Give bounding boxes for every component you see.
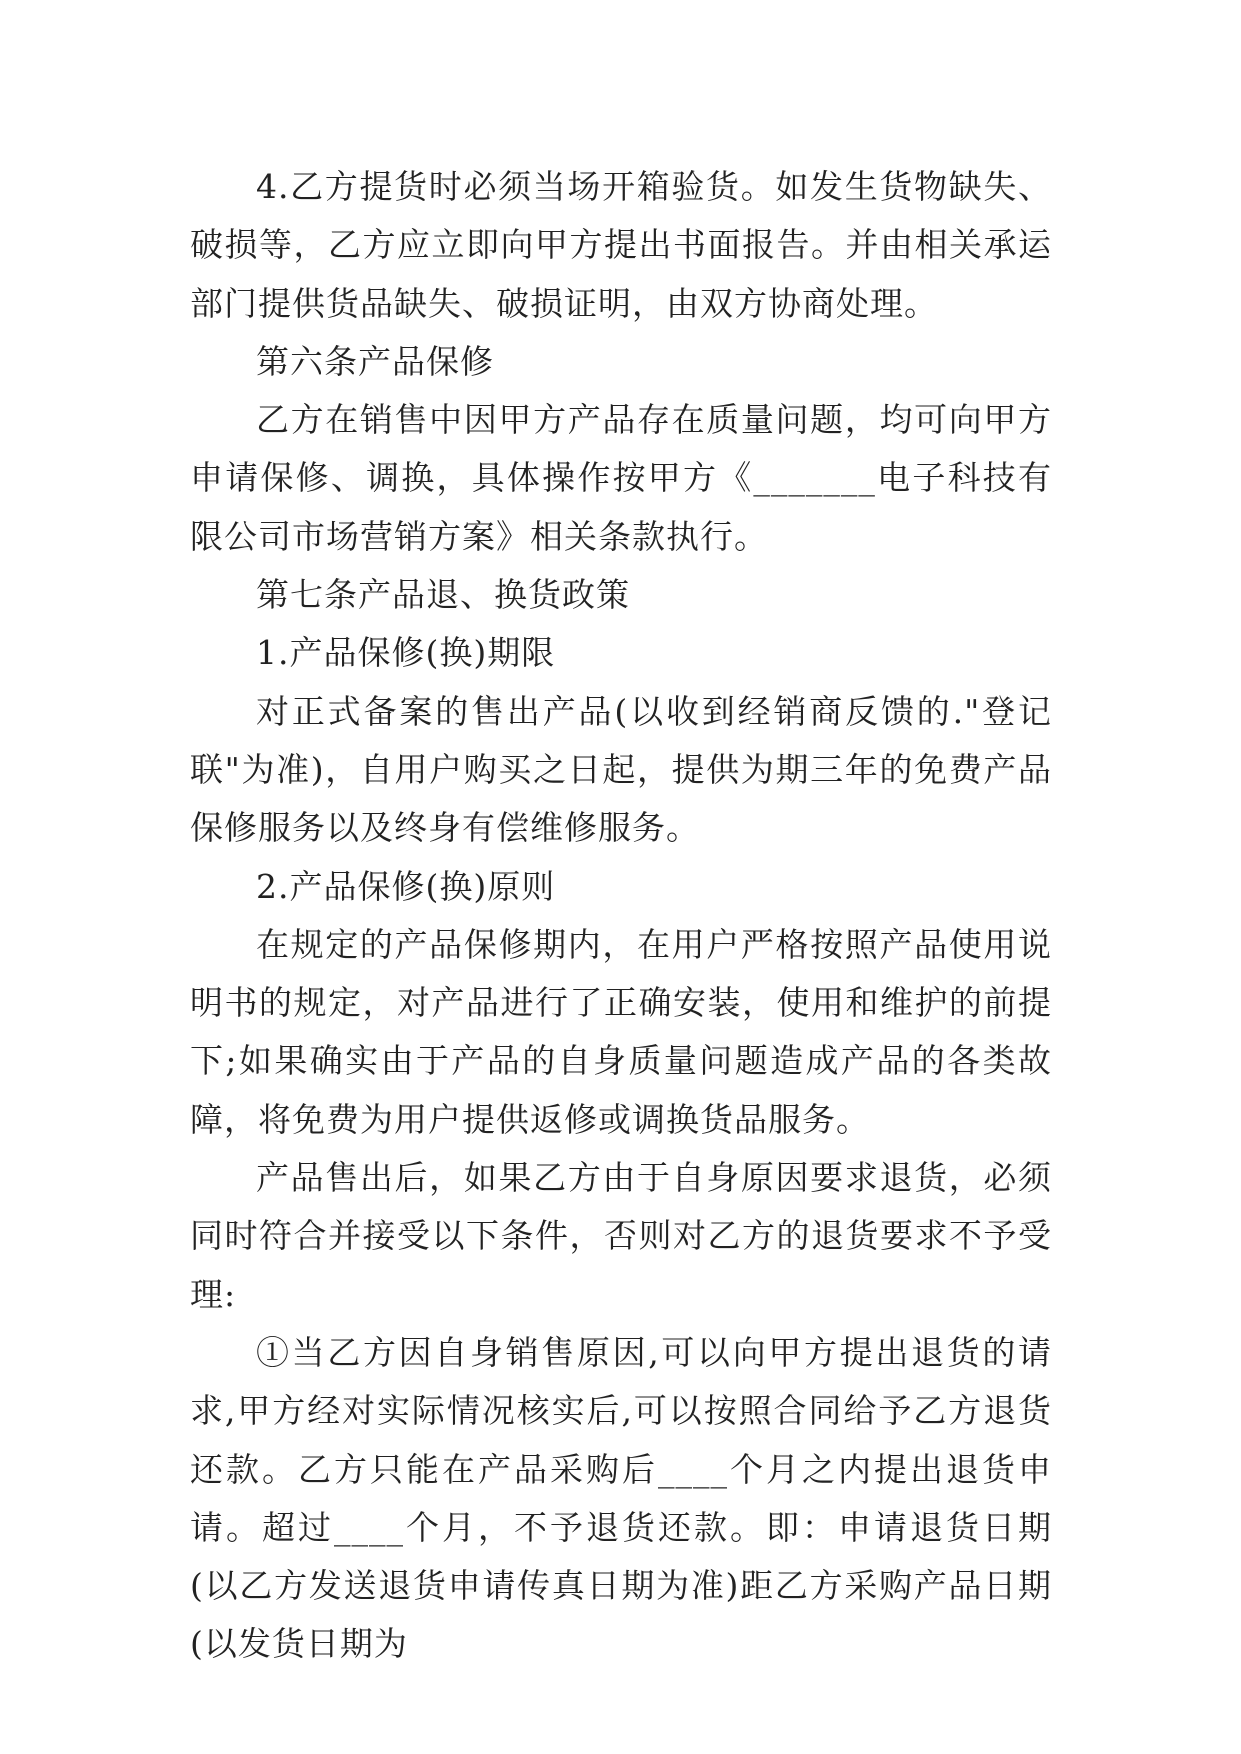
heading-warranty-period: 1.产品保修(换)期限 [256, 633, 556, 673]
heading-warranty-principle: 2.产品保修(换)原则 [256, 866, 556, 906]
heading-article-6: 第六条产品保修 [256, 341, 494, 381]
paragraph-return-clause-1: ①当乙方因自身销售原因,可以向甲方提出退货的请求,甲方经对实际情况核实后,可以按照合同给予乙方退货还款。乙方只能在产品采购后____个月之内提出退货申请。超过____个月，不予退货还款。即：申请退货日期(以乙方发送退货申请传真日期为准)距乙方采购产品日期(以发货日期为 [190, 1332, 1052, 1664]
document-body [190, 158, 1052, 1674]
paragraph-warranty: 乙方在销售中因甲方产品存在质量问题，均可向甲方申请保修、调换，具体操作按甲方《_______电子科技有限公司市场营销方案》相关条款执行。 [190, 400, 1052, 556]
paragraph-warranty-period: 对正式备案的售出产品(以收到经销商反馈的."登记联"为准)，自用户购买之日起，提供为期三年的免费产品保修服务以及终身有偿维修服务。 [190, 691, 1052, 848]
paragraph-return-conditions: 产品售出后，如果乙方由于自身原因要求退货，必须同时符合并接受以下条件，否则对乙方的退货要求不予受理: [190, 1158, 1052, 1314]
heading-article-7: 第七条产品退、换货政策 [256, 575, 630, 615]
paragraph-delivery-inspection: 4.乙方提货时必须当场开箱验货。如发生货物缺失、破损等，乙方应立即向甲方提出书面报告。并由相关承运部门提供货品缺失、破损证明，由双方协商处理。 [190, 167, 1052, 323]
paragraph-warranty-principle: 在规定的产品保修期内，在用户严格按照产品使用说明书的规定，对产品进行了正确安装，使用和维护的前提下;如果确实由于产品的自身质量问题造成产品的各类故障，将免费为用户提供返修或调换货品服务。 [190, 924, 1052, 1139]
